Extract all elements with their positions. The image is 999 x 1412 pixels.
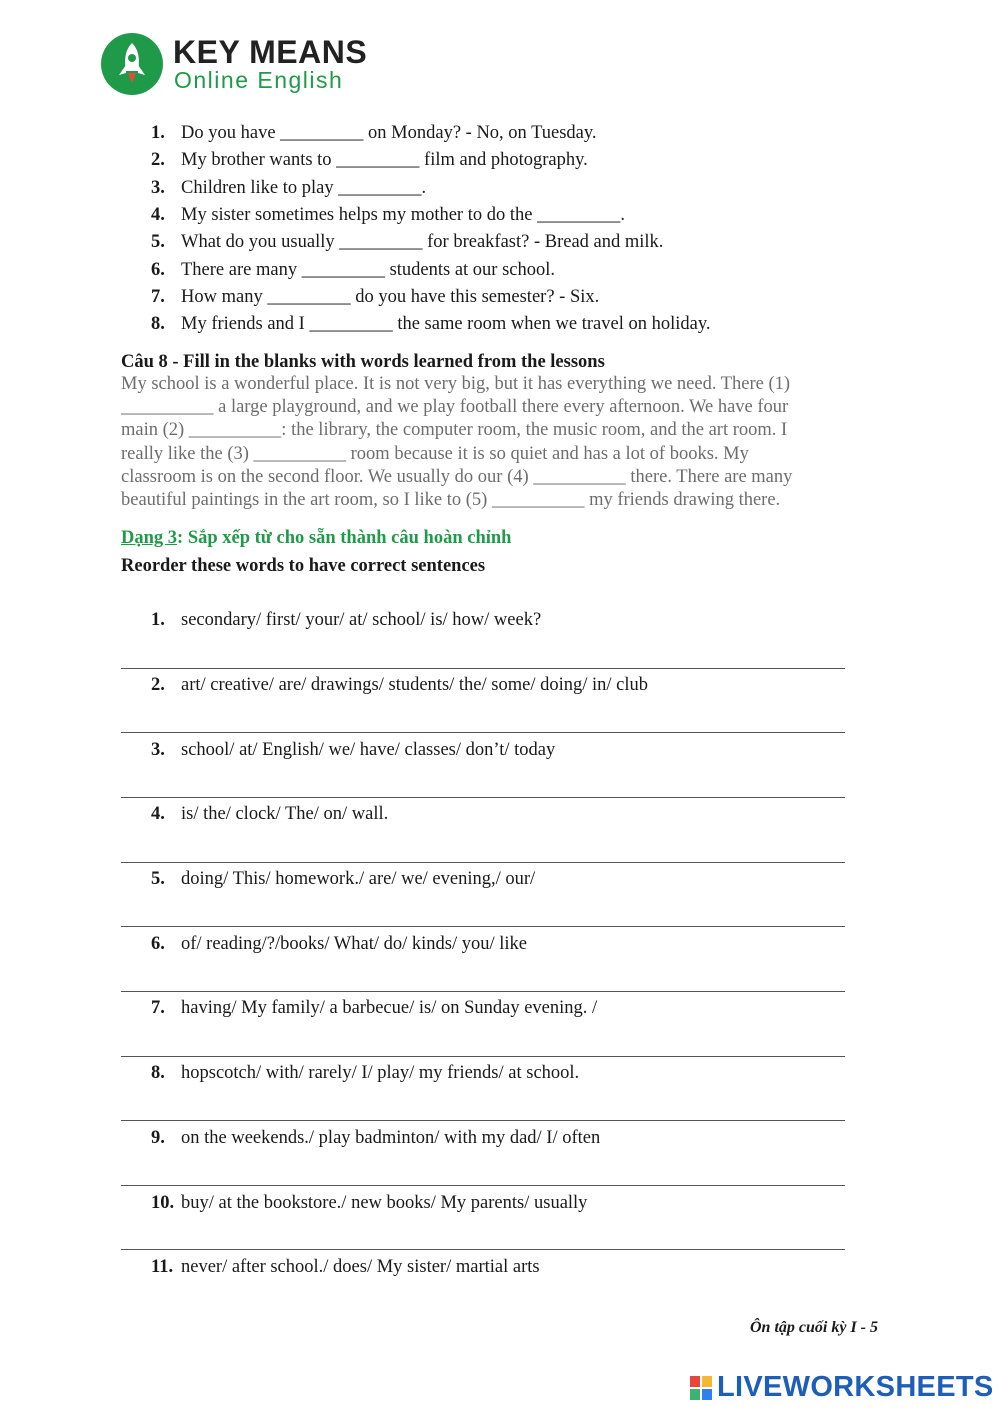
question-text: hopscotch/ with/ rarely/ I/ play/ my friends/ at school. — [181, 1063, 580, 1083]
key-means-logo — [101, 33, 401, 93]
question-text: buy/ at the bookstore./ new books/ My parents/ usually — [181, 1193, 588, 1213]
question-text: doing/ This/ homework./ are/ we/ evening,/ our/ — [181, 869, 536, 889]
question-number: 8. — [151, 314, 165, 334]
question-text: My sister sometimes helps my mother to do the _________. — [181, 205, 625, 225]
logo-title: KEY MEANS — [173, 34, 368, 70]
liveworksheets-watermark — [690, 1371, 994, 1404]
question-text: What do you usually _________ for breakfast? - Bread and milk. — [181, 232, 664, 252]
reorder-instruction: Reorder these words to have correct sentences — [121, 556, 486, 576]
question-text: Children like to play _________. — [181, 178, 427, 198]
question-item — [151, 177, 426, 199]
question-text: of/ reading/?/books/ What/ do/ kinds/ you/ like — [181, 934, 527, 954]
question-number: 7. — [151, 998, 165, 1018]
question-number: 4. — [151, 205, 165, 225]
page-footer: Ôn tập cuối kỳ I - 5 — [750, 1319, 878, 1336]
question-text: on the weekends./ play badminton/ with my dad/ I/ often — [181, 1128, 601, 1148]
question-text: There are many _________ students at our school. — [181, 260, 556, 280]
question-number: 1. — [151, 610, 165, 630]
reorder-item — [151, 1127, 600, 1149]
question-item — [151, 286, 599, 308]
question-number: 6. — [151, 260, 165, 280]
paragraph-line: My school is a wonderful place. It is not very big, but it has everything we need. There (1) — [121, 374, 791, 394]
answer-line[interactable] — [121, 1056, 845, 1057]
dang3-heading — [121, 527, 511, 549]
answer-line[interactable] — [121, 1249, 845, 1250]
reorder-item — [151, 1256, 540, 1278]
question-number: 3. — [151, 740, 165, 760]
answer-line[interactable] — [121, 926, 845, 927]
answer-line[interactable] — [121, 732, 845, 733]
liveworksheets-icon — [690, 1376, 712, 1400]
question-text: is/ the/ clock/ The/ on/ wall. — [181, 804, 389, 824]
question-number: 2. — [151, 150, 165, 170]
answer-line[interactable] — [121, 797, 845, 798]
question-text: My friends and I _________ the same room when we travel on holiday. — [181, 314, 711, 334]
cau8-heading: Câu 8 - Fill in the blanks with words learned from the lessons — [121, 352, 605, 372]
reorder-item — [151, 609, 541, 631]
answer-line[interactable] — [121, 1185, 845, 1186]
answer-line[interactable] — [121, 1120, 845, 1121]
paragraph-line: main (2) __________: the library, the computer room, the music room, and the art room. I — [121, 420, 788, 441]
answer-line[interactable] — [121, 862, 845, 863]
cau8-paragraph — [121, 373, 859, 512]
question-item — [151, 149, 588, 171]
reorder-item — [151, 1192, 587, 1214]
reorder-item — [151, 803, 388, 825]
paragraph-line: beautiful paintings in the art room, so I like to (5) __________ my friends drawing there. — [121, 490, 781, 511]
question-item — [151, 259, 555, 281]
rocket-icon — [101, 33, 163, 95]
reorder-item — [151, 674, 648, 696]
question-number: 6. — [151, 934, 165, 954]
answer-line[interactable] — [121, 991, 845, 992]
reorder-item — [151, 739, 555, 761]
paragraph-line: classroom is on the second floor. We usually do our (4) __________ there. There are many — [121, 466, 793, 487]
question-text: art/ creative/ are/ drawings/ students/ the/ some/ doing/ in/ club — [181, 675, 649, 695]
question-item — [151, 122, 597, 144]
question-number: 8. — [151, 1063, 165, 1083]
question-item — [151, 204, 625, 226]
reorder-item — [151, 868, 535, 890]
question-item — [151, 231, 663, 253]
reorder-item — [151, 997, 597, 1019]
question-text: having/ My family/ a barbecue/ is/ on Sunday evening. / — [181, 998, 598, 1018]
question-number: 2. — [151, 675, 165, 695]
question-text: My brother wants to _________ film and photography. — [181, 150, 588, 170]
question-number: 1. — [151, 123, 165, 143]
reorder-item — [151, 933, 527, 955]
liveworksheets-text: LIVEWORKSHEETS — [717, 1371, 994, 1403]
logo-subtitle: Online English — [174, 67, 344, 93]
question-text: Do you have _________ on Monday? - No, on Tuesday. — [181, 123, 597, 143]
question-number: 7. — [151, 287, 165, 307]
dang3-title: : Sắp xếp từ cho sẵn thành câu hoàn chỉnh — [177, 528, 512, 548]
answer-line[interactable] — [121, 668, 845, 669]
question-number: 5. — [151, 869, 165, 889]
question-text: school/ at/ English/ we/ have/ classes/ don’t/ today — [181, 740, 556, 760]
paragraph-line: __________ a large playground, and we play football there every afternoon. We have four — [121, 397, 789, 418]
question-item — [151, 313, 711, 335]
question-number: 9. — [151, 1128, 165, 1148]
question-text: How many _________ do you have this semester? - Six. — [181, 287, 600, 307]
question-text: secondary/ first/ your/ at/ school/ is/ how/ week? — [181, 610, 542, 630]
question-number: 4. — [151, 804, 165, 824]
question-number: 5. — [151, 232, 165, 252]
question-number: 3. — [151, 178, 165, 198]
question-number: 10. — [151, 1193, 175, 1213]
dang3-label: Dạng 3 — [121, 528, 178, 548]
reorder-item — [151, 1062, 579, 1084]
question-number: 11. — [151, 1257, 174, 1277]
question-text: never/ after school./ does/ My sister/ martial arts — [181, 1257, 540, 1277]
paragraph-line: really like the (3) __________ room because it is so quiet and has a lot of books. My — [121, 443, 749, 464]
